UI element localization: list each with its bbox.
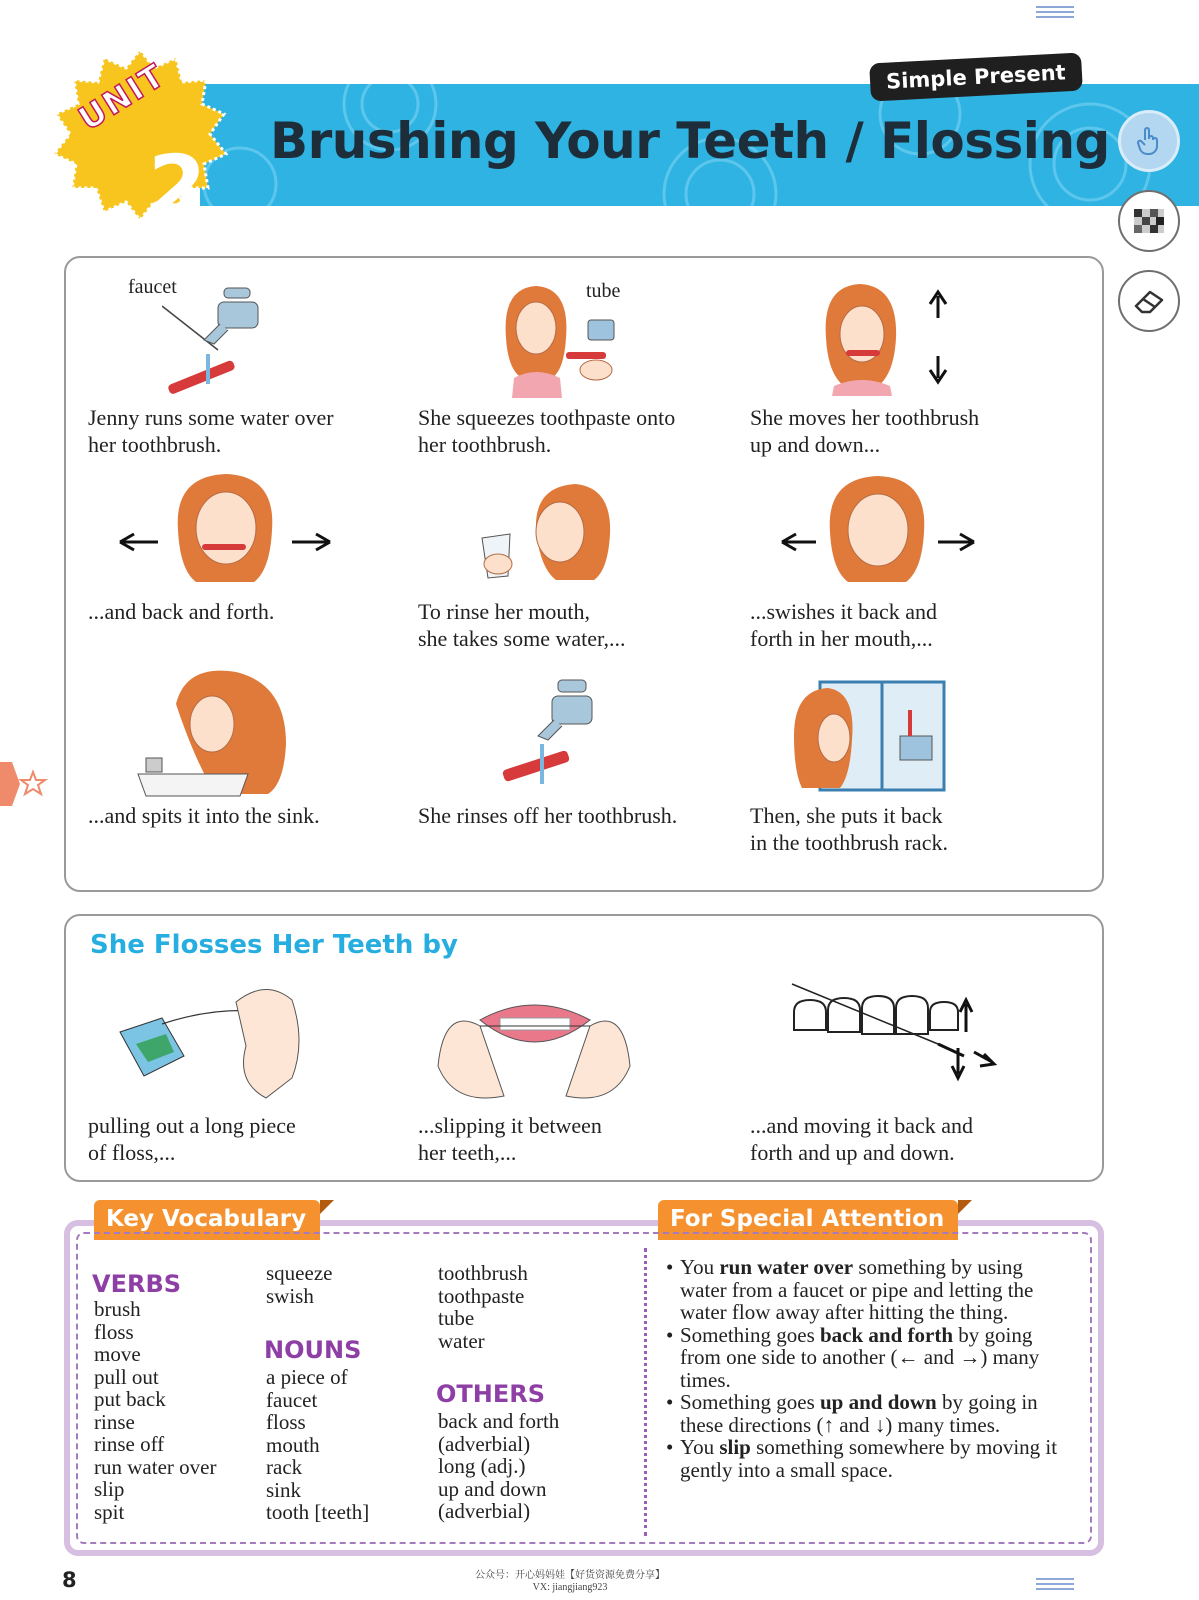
flossing-panel xyxy=(64,914,1104,1182)
step-caption: Jenny runs some water over her toothbrush. xyxy=(88,405,334,457)
girl-brushing-vertical-picture xyxy=(816,278,956,396)
floss-step-caption: pulling out a long piece of floss,... xyxy=(88,1113,296,1165)
tube-label: tube xyxy=(586,280,621,302)
vocab-word: toothpaste xyxy=(438,1283,525,1308)
footer-watermark xyxy=(460,1570,680,1594)
vocabulary-divider xyxy=(644,1248,647,1536)
hand-icon xyxy=(1135,126,1163,156)
mosaic-icon xyxy=(1134,209,1164,233)
girl-swishing-picture xyxy=(778,472,978,586)
vocab-word: water xyxy=(438,1328,485,1353)
verbs-list xyxy=(94,1298,216,1523)
star-icon xyxy=(0,762,50,806)
mosaic-tool-button[interactable] xyxy=(1118,190,1180,252)
pointer-tool-button[interactable] xyxy=(1118,110,1180,172)
girl-brushing-horizontal-picture xyxy=(116,470,336,586)
vocab-word: put back xyxy=(94,1387,166,1411)
vocab-word: tube xyxy=(438,1306,475,1330)
vocab-word: long (adj.) xyxy=(438,1454,526,1478)
vocab-word: a piece of xyxy=(266,1365,348,1389)
special-attention-tab: For Special Attention xyxy=(658,1200,958,1240)
vocab-word: sink xyxy=(266,1477,302,1502)
step-caption: She moves her toothbrush up and down... xyxy=(750,405,980,457)
faucet-label: faucet xyxy=(128,276,177,298)
attention-note: • Something goes back and forth by going from one side to another (← and →) many times. xyxy=(666,1324,1071,1392)
step-caption: ...and spits it into the sink. xyxy=(88,803,320,828)
step-caption: Then, she puts it back in the toothbrush rack. xyxy=(750,803,948,855)
step-caption: She squeezes toothpaste onto her toothbrush. xyxy=(418,405,676,457)
verbs-list-continued xyxy=(266,1262,332,1307)
attention-notes xyxy=(666,1256,1071,1481)
attention-note: • You slip something somewhere by moving it gently into a small space. xyxy=(666,1436,1071,1481)
others-heading: OTHERS xyxy=(436,1380,546,1408)
vocab-word: faucet xyxy=(266,1387,318,1412)
teeth-floss-picture xyxy=(788,982,1008,1102)
attention-note: • You run water over something by using water from a faucet or pipe and letting the water flow away after hitting the thing. xyxy=(666,1256,1071,1324)
mouth-floss-picture xyxy=(434,966,634,1106)
girl-spitting-picture xyxy=(136,664,296,798)
page-number: 8 xyxy=(62,1568,77,1592)
vocab-word: move xyxy=(94,1342,141,1366)
faucet-rinse-picture xyxy=(500,672,610,796)
floss-step-caption: ...slipping it between her teeth,... xyxy=(418,1113,602,1165)
verbs-heading: VERBS xyxy=(92,1270,182,1298)
vocab-word: back and forth xyxy=(438,1409,560,1433)
vocab-word: (adverbial) xyxy=(438,1499,531,1523)
floss-dispenser-picture xyxy=(116,982,306,1102)
vocab-word: tooth [teeth] xyxy=(266,1500,370,1524)
floss-step-caption: ...and moving it back and forth and up and down. xyxy=(750,1113,974,1165)
menu-icon[interactable] xyxy=(1036,6,1074,20)
vocab-word: rack xyxy=(266,1455,303,1479)
vocab-word: floss xyxy=(266,1410,306,1434)
footer-line: VX: jiangjiang923 xyxy=(532,1582,608,1593)
key-vocabulary-tab: Key Vocabulary xyxy=(94,1200,320,1240)
footer-line: 公众号：开心妈妈娃【好货资源免费分享】 xyxy=(475,1570,665,1581)
unit-label: UNIT xyxy=(71,55,173,138)
eraser-icon xyxy=(1132,288,1166,314)
vocab-word: rinse off xyxy=(94,1432,165,1456)
grammar-tag: Simple Present xyxy=(869,52,1082,101)
vocab-word: run water over xyxy=(94,1454,217,1479)
vocab-word: brush xyxy=(94,1297,141,1321)
faucet-toothbrush-picture xyxy=(162,280,272,408)
page-title: Brushing Your Teeth / Flossing xyxy=(270,112,1110,170)
vocab-word: pull out xyxy=(94,1364,159,1389)
bookmark-tab[interactable] xyxy=(0,762,50,806)
vocab-word: rinse xyxy=(94,1409,135,1434)
vocab-word: up and down xyxy=(438,1476,547,1501)
unit-number: 2 xyxy=(148,137,207,235)
vocab-word: squeeze xyxy=(266,1261,333,1285)
vocab-word: spit xyxy=(94,1499,125,1524)
vocab-word: (adverbial) xyxy=(438,1431,531,1456)
girl-drinking-picture xyxy=(476,480,616,584)
vocabulary-box xyxy=(64,1206,1104,1556)
vocab-word: mouth xyxy=(266,1432,320,1457)
vocab-word: floss xyxy=(94,1319,134,1344)
vocab-word: swish xyxy=(266,1283,314,1308)
nouns-list xyxy=(266,1366,369,1524)
brushing-steps-panel xyxy=(64,256,1104,892)
step-caption: To rinse her mouth, she takes some water,... xyxy=(418,599,626,651)
vocab-word: toothbrush xyxy=(438,1261,528,1285)
nouns-list-continued xyxy=(438,1262,528,1352)
attention-note: • Something goes up and down by going in these directions (↑ and ↓) many times. xyxy=(666,1391,1071,1436)
cabinet-rack-picture xyxy=(790,676,954,796)
step-caption: ...swishes it back and forth in her mouth,... xyxy=(750,599,937,651)
bottom-menu-icon[interactable] xyxy=(1036,1578,1074,1592)
others-list xyxy=(438,1410,559,1523)
nouns-heading: NOUNS xyxy=(264,1336,362,1364)
step-caption: ...and back and forth. xyxy=(88,599,275,624)
step-caption: She rinses off her toothbrush. xyxy=(418,803,678,828)
eraser-tool-button[interactable] xyxy=(1118,270,1180,332)
girl-toothpaste-picture xyxy=(492,278,622,398)
floss-heading: She Flosses Her Teeth by xyxy=(90,930,458,960)
unit-badge xyxy=(40,42,240,235)
vocab-word: slip xyxy=(94,1477,125,1501)
